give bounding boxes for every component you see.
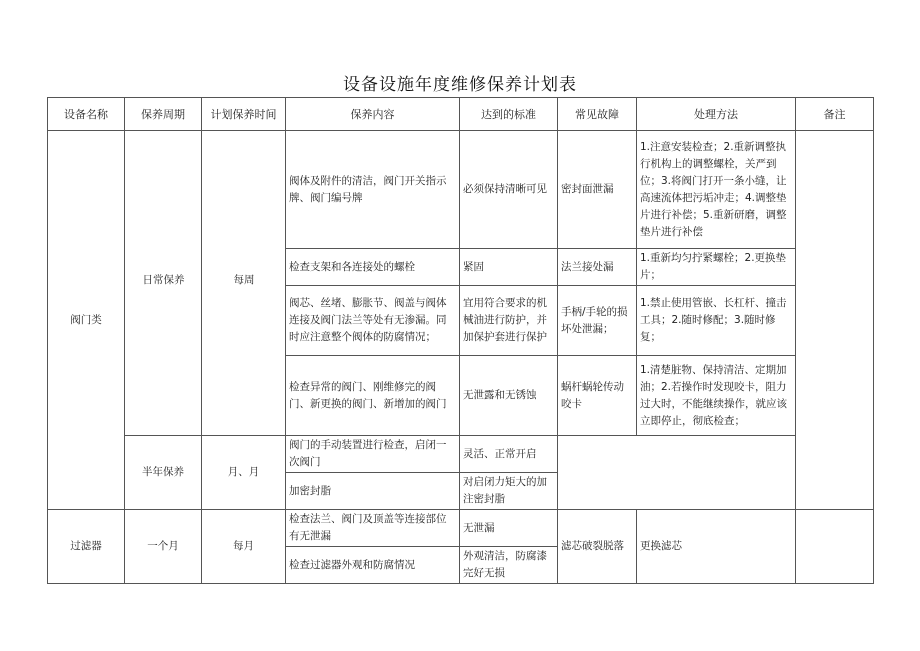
table-row bbox=[48, 510, 874, 547]
header-planned-time: 计划保养时间 bbox=[202, 98, 286, 131]
equipment-name-cell: 阀门类 bbox=[48, 131, 125, 510]
header-maintenance-cycle: 保养周期 bbox=[125, 98, 202, 131]
standard-cell: 紧固 bbox=[460, 249, 558, 286]
standard-cell: 对启闭力矩大的加注密封脂 bbox=[460, 473, 558, 510]
header-common-fault: 常见故障 bbox=[558, 98, 637, 131]
method-cell: 1.注意安装检查；2.重新调整执行机构上的调整螺栓，关严到位；3.将阀门打开一条小缝，让高速流体把污垢冲走；4.调整垫片进行补偿；5.重新研磨，调整垫片进行补偿 bbox=[637, 131, 796, 249]
standard-cell: 外观清洁，防腐漆完好无损 bbox=[460, 547, 558, 584]
empty-cell bbox=[558, 436, 796, 510]
content-cell: 检查法兰、阀门及顶盖等连接部位有无泄漏 bbox=[286, 510, 460, 547]
fault-cell: 法兰接处漏 bbox=[558, 249, 637, 286]
method-cell: 1.重新均匀拧紧螺栓；2.更换垫片； bbox=[637, 249, 796, 286]
cycle-cell: 一个月 bbox=[125, 510, 202, 584]
standard-cell: 必须保持清晰可见 bbox=[460, 131, 558, 249]
fault-cell: 蜗杆蜗轮传动咬卡 bbox=[558, 356, 637, 436]
time-label-daily: 每周 bbox=[233, 274, 255, 286]
content-cell: 检查异常的阀门、刚维修完的阀门、新更换的阀门、新增加的阀门 bbox=[286, 356, 460, 436]
content-cell: 检查支架和各连接处的螺栓 bbox=[286, 249, 460, 286]
header-row bbox=[48, 98, 874, 131]
table-row bbox=[48, 131, 874, 249]
remarks-cell bbox=[796, 131, 874, 510]
content-cell: 加密封脂 bbox=[286, 473, 460, 510]
remarks-cell bbox=[796, 510, 874, 584]
method-cell: 1.清楚脏物、保持清洁、定期加油；2.若操作时发现咬卡，阻力过大时，不能继续操作，就应该立即停止，彻底检查； bbox=[637, 356, 796, 436]
fault-cell: 密封面泄漏 bbox=[558, 131, 637, 249]
cycle-label-daily: 日常保养 bbox=[142, 274, 185, 286]
time-cell: 月、月 bbox=[202, 436, 286, 510]
content-cell: 阀体及附件的清洁，阀门开关指示牌、阀门编号牌 bbox=[286, 131, 460, 249]
header-standard: 达到的标准 bbox=[460, 98, 558, 131]
method-cell: 1.禁止使用管嵌、长杠杆、撞击工具；2.随时修配；3.随时修复； bbox=[637, 286, 796, 356]
fault-cell: 手柄/手轮的损坏处泄漏； bbox=[558, 286, 637, 356]
content-cell: 阀芯、丝堵、膨胀节、阀盖与阀体连接及阀门法兰等处有无渗漏。同时应注意整个阀体的防腐情况； bbox=[286, 286, 460, 356]
table-row bbox=[48, 436, 874, 473]
equipment-name-cell: 过滤器 bbox=[48, 510, 125, 584]
cycle-cell: 半年保养 bbox=[125, 436, 202, 510]
time-cell: 每月 bbox=[202, 510, 286, 584]
header-remarks: 备注 bbox=[796, 98, 874, 131]
page-title: 设备设施年度维修保养计划表 bbox=[343, 75, 577, 95]
header-maintenance-content: 保养内容 bbox=[286, 98, 460, 131]
standard-cell: 灵活、正常开启 bbox=[460, 436, 558, 473]
content-cell: 阀门的手动装置进行检查，启闭一次阀门 bbox=[286, 436, 460, 473]
standard-cell: 宜用符合要求的机械油进行防护，并加保护套进行保护 bbox=[460, 286, 558, 356]
fault-cell: 滤芯破裂脱落 bbox=[558, 510, 637, 584]
standard-cell: 无泄漏 bbox=[460, 510, 558, 547]
content-cell: 检查过滤器外观和防腐情况 bbox=[286, 547, 460, 584]
method-cell: 更换滤芯 bbox=[637, 510, 796, 584]
standard-cell: 无泄露和无锈蚀 bbox=[460, 356, 558, 436]
maintenance-plan-table bbox=[47, 97, 874, 584]
header-equipment-name: 设备名称 bbox=[48, 98, 125, 131]
header-handling-method: 处理方法 bbox=[637, 98, 796, 131]
